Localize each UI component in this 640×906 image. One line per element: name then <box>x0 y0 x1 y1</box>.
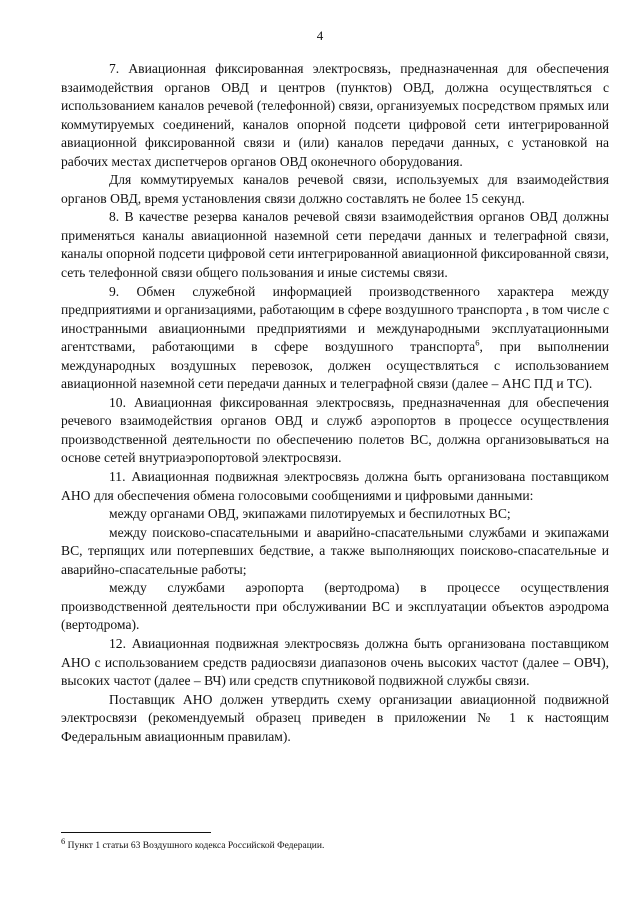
paragraph-12-scheme: Поставщик АНО должен утвердить схему организации авиационной подвижной электросвязи (рекомендуемый образец приведен в приложении № 1 к настоящим Федеральным авиационным правилам). <box>61 691 609 744</box>
paragraph-7: 7. Авиационная фиксированная электросвязь, предназначенная для обеспечения взаимодействия органов ОВД и центров (пунктов) ОВД, должна осуществляться с использованием каналов речевой (телефонной) связи, организуемых посредством прямых или коммутируемых соединений, каналов опорной подсети цифровой сети интегрированной авиационной фиксированной связи и (или) каналов передачи данных, с установкой на рабочих местах диспетчеров органов ОВД оконечного оборудования. <box>61 61 609 169</box>
footnote-reference[interactable]: 6 <box>475 337 480 348</box>
paragraph-9-text: 9. Обмен служебной информацией производственного характера между предприятиями и организациями, работающим в сфере воздушного транспорта , в том числе с иностранными авиационными предприятиями и международными эксплуатационными агентствами, работающими в сфере воздушного транспорта <box>61 283 609 355</box>
paragraph-8: 8. В качестве резерва каналов речевой связи взаимодействия органов ОВД должны применяться каналы авиационной наземной сети передачи данных и телеграфной связи, каналы опорной подсети цифровой сети интегрированной авиационной фиксированной связи, сеть телефонной связи общего пользования и иные системы связи. <box>61 209 609 281</box>
paragraph-7-switched-channels: Для коммутируемых каналов речевой связи, используемых для взаимодействия органов ОВД, время установления связи должно составлять не более 15 секунд. <box>61 172 609 206</box>
footnote <box>61 835 609 852</box>
document-body <box>61 60 609 746</box>
paragraph-11-item-2: между поисково-спасательными и аварийно-спасательными службами и экипажами ВС, терпящих или потерпевших бедствие, а также выполняющих поисково-спасательные и аварийно-спасательные работы; <box>61 524 609 577</box>
paragraph-11-item-1: между органами ОВД, экипажами пилотируемых и беспилотных ВС; <box>109 506 511 522</box>
paragraph-10: 10. Авиационная фиксированная электросвязь, предназначенная для обеспечения речевого взаимодействия органов ОВД и служб аэропортов в процессе осуществления производственной деятельности по обеспечению полетов ВС, должна организовываться на основе сетей внутриаэропортовой электросвязи. <box>61 394 609 466</box>
paragraph-12: 12. Авиационная подвижная электросвязь должна быть организована поставщиком АНО с использованием средств радиосвязи диапазонов очень высоких частот (далее – ОВЧ), высоких частот (далее – ВЧ) или средств спутниковой подвижной службы связи. <box>61 635 609 689</box>
paragraph-9-tail: , при выполнении международных воздушных перевозок, должен осуществляться с использованием авиационной наземной сети передачи данных и телеграфной связи (далее – АНС ПД и ТС). <box>61 339 609 392</box>
footnote-text: Пункт 1 статьи 63 Воздушного кодекса Российской Федерации. <box>65 841 325 851</box>
paragraph-11-item-3: между службами аэропорта (вертодрома) в процессе осуществления производственной деятельности при обслуживании ВС и эксплуатации объектов аэродрома (вертодрома). <box>61 580 609 633</box>
paragraph-9 <box>61 283 609 394</box>
paragraph-11: 11. Авиационная подвижная электросвязь должна быть организована поставщиком АНО для обеспечения обмена голосовыми сообщениями и цифровыми данными: <box>61 469 609 503</box>
footnote-marker: 6 <box>61 835 66 846</box>
page-number: 4 <box>316 28 324 43</box>
footnote-separator <box>61 832 211 833</box>
